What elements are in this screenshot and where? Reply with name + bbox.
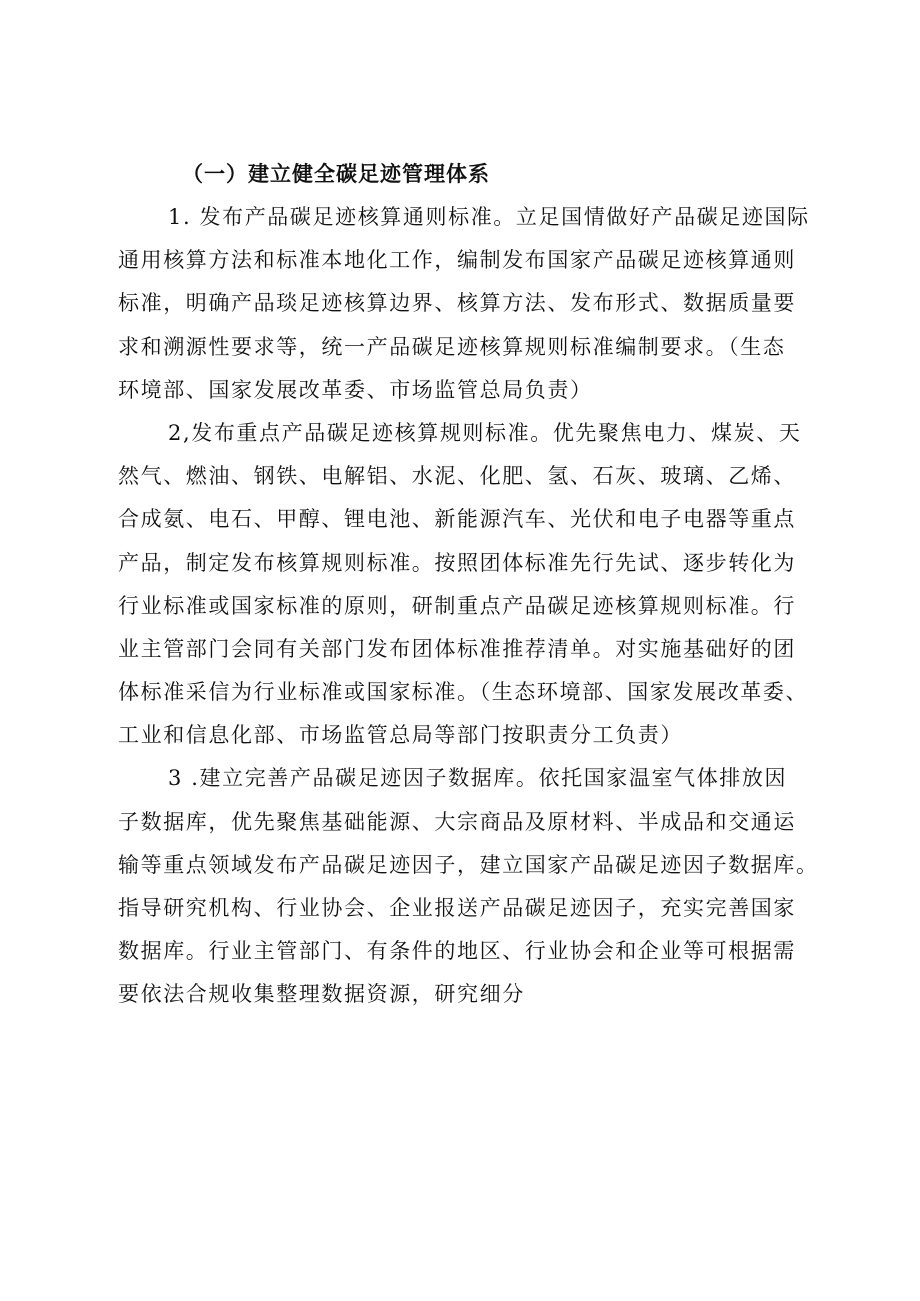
paragraph-line: 然气、燃油、钢铁、电解铝、水泥、化肥、氢、石灰、玻璃、乙烯、	[118, 464, 796, 489]
paragraph-line: 子数据库，优先聚焦基础能源、大宗商品及原材料、半成品和交通运	[118, 809, 796, 834]
paragraph-line: 标准，明确产品琰足迹核算边界、核算方法、发布形式、数据质量要	[118, 291, 796, 316]
section-heading: （一）建立健全碳足迹管理体系	[182, 162, 490, 186]
paragraph-line: 工业和信息化部、市场监管总局等部门按职责分工负责）	[118, 723, 683, 748]
paragraph-line: 合成氨、电石、甲醇、锂电池、新能源汽车、光伏和电子电器等重点	[118, 507, 796, 532]
paragraph-2	[118, 412, 818, 758]
paragraph-line: 3 .建立完善产品碳足迹因子数据库。依托国家温室气体排放因	[168, 766, 788, 791]
paragraph-line: 体标准采信为行业标准或国家标准。（生态环境部、国家发展改革委、	[118, 680, 809, 705]
paragraph-line: 业主管部门会同有关部门发布团体标准推荐清单。对实施基础好的团	[118, 636, 796, 661]
paragraph-line: 2,发布重点产品碳足迹核算规则标准。优先聚焦电力、煤炭、天	[168, 420, 802, 445]
paragraph-line: 要依法合规收集整理数据资源，研究细分	[118, 982, 525, 1007]
paragraph-line: 产品，制定发布核算规则标准。按照团体标准先行先试、逐步转化为	[118, 550, 796, 575]
paragraph-line: 环境部、国家发展改革委、市场监管总局负责）	[118, 377, 593, 402]
paragraph-line: 求和溯源性要求等，统一产品碳足迹核算规则标准编制要求。（生态	[118, 334, 786, 359]
paragraph-3	[118, 757, 818, 1016]
paragraph-line: 输等重点领域发布产品碳足迹因子，建立国家产品碳足迹因子数据库。	[118, 852, 819, 877]
paragraph-line: 1. 发布产品碳足迹核算通则标准。立足国情做好产品碳足迹国际	[168, 205, 810, 229]
paragraph-line: 通用核算方法和标准本地化工作，编制发布国家产品碳足迹核算通则	[118, 248, 796, 273]
paragraph-1	[118, 196, 818, 412]
document-body	[118, 152, 818, 1017]
paragraph-line: 指导研究机构、行业协会、企业报送产品碳足迹因子，充实完善国家	[118, 896, 796, 920]
paragraph-line: 行业标准或国家标准的原则，研制重点产品碳足迹核算规则标准。行	[118, 593, 796, 618]
paragraph-line: 数据库。行业主管部门、有条件的地区、行业协会和企业等可根据需	[118, 939, 796, 964]
